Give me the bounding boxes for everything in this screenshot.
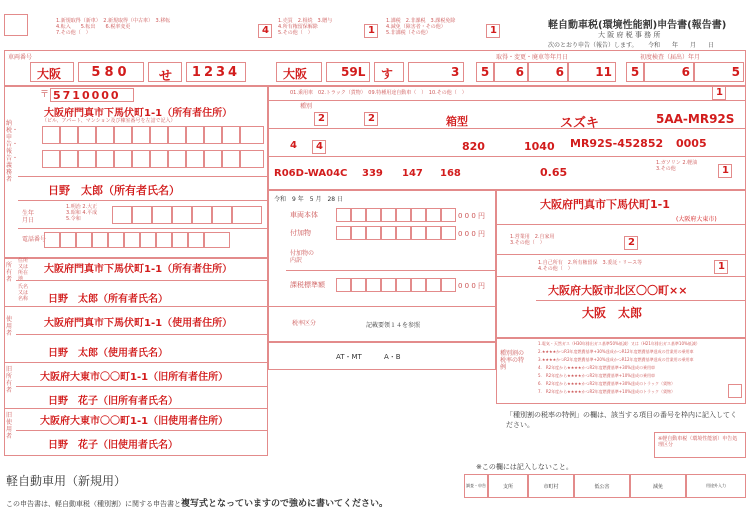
special-item-4: 4. R2年度から★★★★かつR2年度燃費基準+30%達成の乗用車: [538, 365, 656, 370]
plate-number-value: 1234: [186, 62, 246, 82]
transmission-value[interactable]: AT・MT: [336, 353, 362, 361]
class-number-value: 580: [78, 62, 144, 82]
office-col-6: 用途外入力: [686, 474, 746, 498]
header-box-3-value: 1: [490, 25, 497, 36]
first-inspection-field[interactable]: [626, 62, 744, 82]
office-col-5: 減免: [630, 474, 686, 498]
office-col-3: 市町村: [528, 474, 574, 498]
fuel-box[interactable]: [718, 164, 732, 178]
header-box-2[interactable]: [364, 24, 378, 38]
birth-date-grid[interactable]: [112, 206, 262, 224]
old-region-value: 大阪: [283, 67, 308, 81]
make-value[interactable]: スズキ: [560, 116, 600, 131]
standard-label: 課税標準額: [290, 281, 325, 289]
tax-class-label: 税率区分: [292, 320, 317, 327]
form-name: 軽自動車用（新規用）: [6, 474, 127, 488]
transmission-box: [268, 342, 496, 370]
model-value[interactable]: 5AA-MR92S: [656, 112, 735, 126]
chassis-value[interactable]: MR92S-452852: [570, 137, 664, 150]
region-field[interactable]: [30, 62, 74, 82]
standard-yen: 0 0 0 円: [458, 282, 486, 290]
user-name[interactable]: 日野 太郎（使用者氏名）: [48, 348, 168, 359]
old-number-value: 3: [451, 65, 460, 79]
old-class-field[interactable]: [326, 62, 370, 82]
kana-field[interactable]: [148, 62, 182, 82]
first-year: 6: [644, 62, 694, 82]
user-address-note: (大阪府大東市): [676, 216, 717, 223]
body-price-grid[interactable]: [336, 208, 456, 222]
storage-name[interactable]: 大阪 太郎: [582, 306, 643, 320]
old-owner-address[interactable]: 大阪府大東市〇〇町1-1（旧所有者住所）: [40, 372, 229, 383]
office-col-2: 支所: [488, 474, 528, 498]
shape-value[interactable]: 箱型: [446, 115, 468, 128]
storage-address[interactable]: 大阪府大阪市北区〇〇町××: [548, 284, 688, 297]
issue-date: 令和 9 年 5 月 28 日: [274, 196, 343, 203]
class-number-field[interactable]: [78, 62, 144, 82]
weight-value[interactable]: 820: [462, 140, 485, 153]
height-value[interactable]: 168: [440, 168, 461, 179]
acq-month: 6: [528, 62, 568, 82]
office-use-label: ※この欄には記入しないこと。: [476, 463, 573, 471]
tax-note: 記載要領１４を参照: [366, 322, 421, 329]
submit-date: 令和 年 月 日: [648, 42, 715, 49]
use-box-value: 1: [718, 261, 725, 272]
building-grid-2[interactable]: [42, 150, 264, 168]
capacity-box[interactable]: [312, 140, 326, 154]
type-box-value: 2: [318, 113, 325, 124]
kana-value: せ: [159, 69, 173, 84]
header-option-box-1: [4, 14, 28, 36]
plate-number-field[interactable]: [186, 62, 246, 82]
length-value[interactable]: 339: [362, 168, 383, 179]
header-option-text-2: 1.売買 2.相続 3.贈与 4.所有権留保解除 5.その他（ ）: [278, 18, 333, 36]
accessory-list-label: 付加物の内訳: [290, 250, 315, 264]
use-box[interactable]: [714, 260, 728, 274]
usage-box-value: 1: [716, 87, 723, 98]
applicant-name[interactable]: 日野 太郎（所有者氏名）: [48, 184, 180, 197]
footer-note: [6, 496, 388, 509]
building-grid[interactable]: [42, 126, 264, 144]
width-value[interactable]: 147: [402, 168, 423, 179]
accessory-yen: 0 0 0 円: [458, 230, 486, 238]
purpose-box[interactable]: [364, 112, 378, 126]
footer-note-prefix: この申告書は、軽自動車税（種別割）に関する申告書と: [6, 500, 181, 508]
old-kana-field[interactable]: [374, 62, 404, 82]
acquisition-date-label: 取得・変更・廃車等年月日: [496, 54, 569, 61]
postal-field[interactable]: [50, 88, 134, 102]
accessory-grid[interactable]: [336, 226, 456, 240]
type-label: 種別: [300, 103, 313, 110]
fuel-box-value: 1: [722, 165, 729, 176]
owner-box[interactable]: [624, 236, 638, 250]
special-item-2: 2.★★★★かつR3年度燃費基準+30%達成かつR12年度燃費基準達成の営業用の乗用車: [538, 349, 694, 354]
form-title: 軽自動車税(環境性能割)申告書(報告書): [548, 20, 727, 31]
owner-address[interactable]: 大阪府門真市下馬伏町1-1（所有者住所）: [44, 264, 233, 275]
old-kana-value: す: [381, 67, 394, 81]
owner-side-label: 所有者: [6, 262, 13, 283]
acquisition-date-field[interactable]: [476, 62, 616, 82]
header-option-text-3: 1.課税 2.非課税 3.課税免除 4.減免（障害者・その他） 5.非課税（その他）: [386, 18, 456, 36]
office-use-table: [464, 474, 746, 498]
birth-label: 生年月日: [22, 210, 35, 224]
applicant-side-label: 納税・申告・報告・義務者: [6, 120, 19, 183]
footer-note-bold: 複写式となっていますので強めに書いてください。: [181, 499, 389, 509]
special-item-5: 5. R2年度から★★★★かつR2年度燃費基準+10%達成の乗用車: [538, 373, 656, 378]
drive-value[interactable]: A・B: [384, 353, 401, 361]
special-item-3: 3.★★★★かつR2年度燃費基準+20%達成かつR12年度燃費基準達成の営業用の乗用車: [538, 357, 694, 362]
old-owner-name[interactable]: 日野 花子（旧所有者氏名）: [48, 396, 178, 407]
stamp-label: ※軽自動車税（環境性能割）申告処理区分: [658, 436, 738, 448]
gross-weight-value[interactable]: 1040: [524, 140, 555, 153]
owner-name-label: 氏名又は名称: [18, 284, 29, 302]
applicant-address[interactable]: 大阪府門真市下馬伏町1-1（所有者住所）: [44, 108, 233, 119]
special-item-7: 7. R2年度から★★★★かつR2年度燃費基準+10%達成のトラック（貨物）: [538, 389, 675, 394]
special-item-6: 6. R2年度から★★★★かつR2年度燃費基準+30%達成のトラック（貨物）: [538, 381, 675, 386]
capacity-value[interactable]: 4: [290, 140, 297, 151]
office-col-1: 調査・申告: [464, 474, 488, 498]
usage-options: 01.乗用車 02.トラック（貨物） 09.特種用途自動車（ ） 10.その他（ ）: [290, 90, 467, 96]
postal-value: 5710000: [53, 89, 121, 102]
engine-value[interactable]: R06D-WA04C: [274, 168, 348, 179]
header-box-2-value: 1: [368, 25, 375, 36]
fuel-options: 1.ガソリン 2.軽油 3.その他: [656, 160, 698, 172]
header-box-1[interactable]: [258, 24, 272, 38]
old-class-value: 59L: [341, 65, 366, 79]
acq-day: 11: [568, 62, 616, 82]
region-value: 大阪: [37, 67, 62, 81]
office-col-4: 低公害: [574, 474, 630, 498]
phone-grid[interactable]: [44, 232, 230, 248]
old-number-field[interactable]: [408, 62, 464, 82]
old-user-address[interactable]: 大阪府大東市〇〇町1-1（旧使用者住所）: [40, 416, 229, 427]
first-era: 5: [626, 62, 644, 82]
user-side-label: 使用者: [6, 316, 13, 337]
first-inspection-label: 初度検査（届出）年月: [640, 54, 701, 61]
type-box[interactable]: [314, 112, 328, 126]
body-price-label: 車両本体: [290, 211, 318, 219]
special-item-1: 1.電気・天然ガス（H30年排出ガス基準50%低減）又は（H21年排出ガス基準10%低減）: [538, 341, 700, 346]
header-option-text-1: 1.新規取得（新車） 2.新規取得（中古車） 3.移転 4.転入 5.転出 6.税率変更 7.その他（ ）: [56, 18, 171, 36]
owner-address-label: 住所又は所在地: [18, 258, 29, 282]
use-options: 1.自己所有 2.所有権留保 3.委託・リース等 4.その他（ ）: [538, 260, 643, 272]
building-note: （ビル、アパート、マンション及び棟室番号を左詰で記入）: [42, 118, 176, 124]
birth-options: 1.明治 2.大正 3.昭和 4.平成 5.令和: [66, 204, 98, 222]
acq-year: 6: [494, 62, 528, 82]
owner-box-value: 2: [628, 237, 635, 248]
owner-options: 1.営業用 2.自家用 3.その他（ ）: [510, 234, 555, 246]
accessory-label: 付加物: [290, 229, 311, 237]
old-user-name[interactable]: 日野 花子（旧使用者氏名）: [48, 440, 178, 451]
displacement-value[interactable]: 0.65: [540, 166, 568, 179]
body-price-yen: 0 0 0 円: [458, 212, 486, 220]
old-region-field[interactable]: [276, 62, 322, 82]
owner-name[interactable]: 日野 太郎（所有者氏名）: [48, 294, 168, 305]
fuel-no-value[interactable]: 0005: [676, 137, 707, 150]
old-owner-side-label: 旧所有者: [6, 366, 13, 394]
header-box-1-value: 4: [262, 25, 269, 36]
special-note: 「種別割の税率の特例」の欄は、該当する項目の番号を枠内に記入してください。: [506, 411, 737, 429]
phone-label: 電話番号: [22, 236, 47, 243]
purpose-box-value: 2: [368, 113, 375, 124]
tax-office: 大 阪 府 税 事 務 所: [598, 31, 661, 39]
first-month: 5: [694, 62, 744, 82]
header-box-3[interactable]: [486, 24, 500, 38]
special-title: 種別割の税率の特例: [500, 350, 525, 371]
old-user-side-label: 旧使用者: [6, 412, 13, 440]
greeting: 次のとおり申告（報告）します。: [548, 42, 638, 49]
postal-label: 〒: [40, 90, 50, 100]
usage-box[interactable]: [712, 86, 726, 100]
capacity-box-value: 4: [316, 141, 323, 152]
registration-label: 車両番号: [8, 54, 33, 61]
acq-era: 5: [476, 62, 494, 82]
user-address[interactable]: 大阪府門真市下馬伏町1-1（使用者住所）: [44, 318, 233, 329]
user-address-right[interactable]: 大阪府門真市下馬伏町1-1: [540, 198, 670, 211]
standard-grid[interactable]: [336, 278, 456, 292]
special-box[interactable]: [728, 384, 742, 398]
